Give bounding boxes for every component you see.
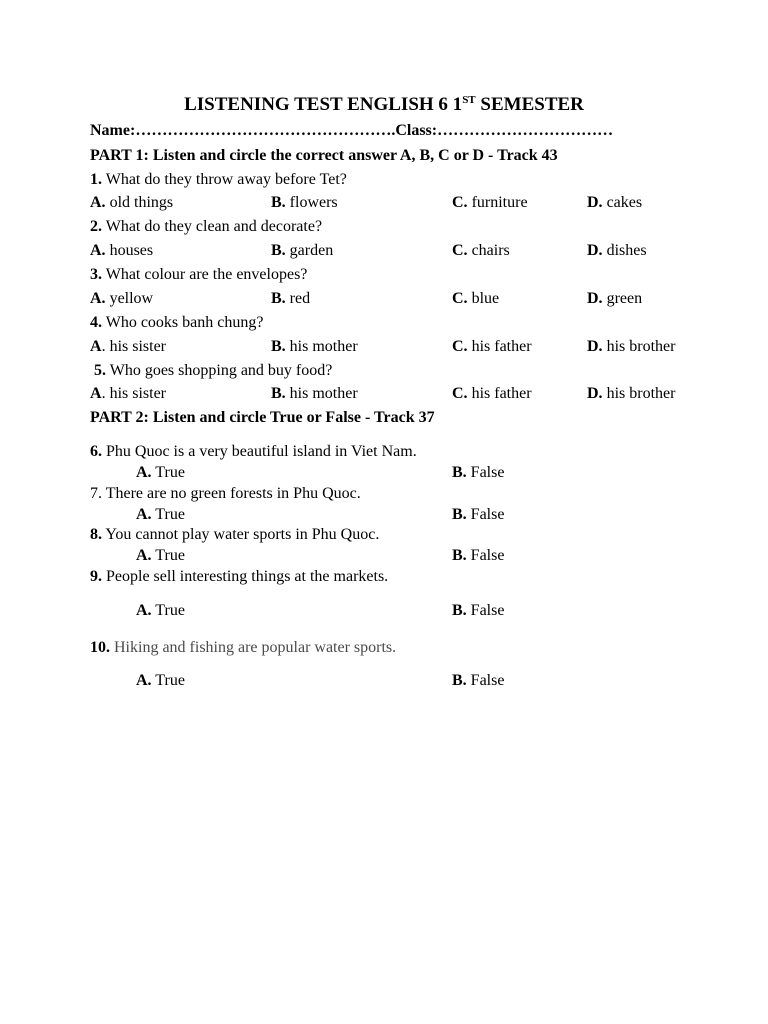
option-letter: A. <box>90 194 106 211</box>
question-number: 9. <box>90 568 102 585</box>
question-number: 1. <box>90 171 102 188</box>
option-letter: A. <box>90 290 106 307</box>
option-text: False <box>466 672 505 689</box>
option-text: houses <box>105 242 154 259</box>
option-text: . his sister <box>101 338 167 355</box>
option-text: False <box>466 464 505 481</box>
class-dots: …………………………… <box>437 122 614 139</box>
option-letter: B. <box>452 464 467 481</box>
option-letter: B. <box>271 338 286 355</box>
question-8 <box>90 525 379 545</box>
option-letter: A. <box>136 547 152 564</box>
title-main: LISTENING TEST ENGLISH 6 1 <box>184 94 463 115</box>
question-text: What colour are the envelopes? <box>102 266 308 283</box>
q4-option-a <box>90 337 166 357</box>
q8-option-true <box>136 546 185 566</box>
name-label: Name: <box>90 122 136 139</box>
question-text: People sell interesting things at the markets. <box>102 568 389 585</box>
question-number: 7. <box>90 485 102 502</box>
q10-option-true <box>136 671 185 691</box>
q2-option-a <box>90 241 153 261</box>
q1-option-b <box>271 193 338 213</box>
q1-option-d <box>587 193 642 213</box>
q5-option-a <box>90 384 166 404</box>
option-text: . his sister <box>101 385 167 402</box>
question-1 <box>90 170 347 190</box>
option-text: True <box>151 506 185 523</box>
option-text: True <box>151 672 185 689</box>
option-letter: D. <box>587 194 603 211</box>
option-text: cakes <box>602 194 643 211</box>
option-letter: B. <box>271 194 286 211</box>
q9-option-true <box>136 601 185 621</box>
q7-option-false <box>452 505 504 525</box>
option-letter: A. <box>136 602 152 619</box>
option-text: chairs <box>467 242 510 259</box>
option-text: his mother <box>285 338 358 355</box>
question-6 <box>90 442 417 462</box>
option-letter: A. <box>136 506 152 523</box>
question-number: 3. <box>90 266 102 283</box>
question-10 <box>90 638 396 658</box>
option-letter: A <box>90 338 102 355</box>
q5-option-b <box>271 384 358 404</box>
page-title <box>0 94 768 116</box>
option-text: dishes <box>602 242 647 259</box>
question-text: What do they throw away before Tet? <box>102 171 347 188</box>
question-text: What do they clean and decorate? <box>102 218 323 235</box>
q4-option-c <box>452 337 532 357</box>
option-letter: C. <box>452 242 468 259</box>
question-number: 5. <box>90 362 106 379</box>
title-superscript: ST <box>462 94 476 106</box>
question-number: 10. <box>90 639 110 656</box>
option-text: his father <box>467 385 532 402</box>
question-4 <box>90 313 263 333</box>
option-letter: A. <box>136 464 152 481</box>
part1-heading: PART 1: Listen and circle the correct answer A, B, C or D - Track 43 <box>90 147 558 164</box>
option-text: False <box>466 506 505 523</box>
question-text: Hiking and fishing are popular water sports. <box>110 639 397 656</box>
option-letter: C. <box>452 385 468 402</box>
q3-option-a <box>90 289 153 309</box>
option-letter: D. <box>587 290 603 307</box>
q10-option-false <box>452 671 504 691</box>
option-text: his brother <box>602 338 676 355</box>
option-text: garden <box>285 242 334 259</box>
option-text: False <box>466 547 505 564</box>
question-text: Who cooks banh chung? <box>102 314 264 331</box>
question-number: 4. <box>90 314 102 331</box>
option-text: False <box>466 602 505 619</box>
name-dots: …………………………………………. <box>135 122 396 139</box>
class-label: Class: <box>395 122 438 139</box>
option-text: green <box>602 290 643 307</box>
q4-option-d <box>587 337 675 357</box>
q3-option-d <box>587 289 642 309</box>
q2-option-c <box>452 241 510 261</box>
q2-option-d <box>587 241 647 261</box>
name-class-line <box>90 121 613 141</box>
option-letter: B. <box>452 672 467 689</box>
option-text: yellow <box>105 290 154 307</box>
option-letter: D. <box>587 338 603 355</box>
q6-option-false <box>452 463 504 483</box>
q1-option-c <box>452 193 528 213</box>
question-number: 2. <box>90 218 102 235</box>
option-letter: A. <box>136 672 152 689</box>
q4-option-b <box>271 337 358 357</box>
option-text: old things <box>105 194 174 211</box>
option-letter: A. <box>90 242 106 259</box>
option-letter: B. <box>271 385 286 402</box>
q7-option-true <box>136 505 185 525</box>
option-text: his mother <box>285 385 358 402</box>
option-letter: D. <box>587 385 603 402</box>
question-text: There are no green forests in Phu Quoc. <box>102 485 361 502</box>
option-letter: A <box>90 385 102 402</box>
q2-option-b <box>271 241 333 261</box>
option-letter: C. <box>452 194 468 211</box>
option-text: his brother <box>602 385 676 402</box>
q9-option-false <box>452 601 504 621</box>
question-text: Who goes shopping and buy food? <box>106 362 333 379</box>
q5-option-c <box>452 384 532 404</box>
option-text: True <box>151 602 185 619</box>
question-7 <box>90 484 361 504</box>
q3-option-b <box>271 289 310 309</box>
option-letter: B. <box>452 506 467 523</box>
question-9 <box>90 567 388 587</box>
question-5 <box>90 361 332 381</box>
option-text: blue <box>467 290 500 307</box>
option-letter: C. <box>452 338 468 355</box>
question-number: 8. <box>90 526 102 543</box>
option-letter: D. <box>587 242 603 259</box>
part2-heading: PART 2: Listen and circle True or False - Track 37 <box>90 409 435 426</box>
option-text: red <box>285 290 311 307</box>
q8-option-false <box>452 546 504 566</box>
option-letter: B. <box>271 290 286 307</box>
option-text: True <box>151 464 185 481</box>
question-text: Phu Quoc is a very beautiful island in Viet Nam. <box>102 443 417 460</box>
q5-option-d <box>587 384 675 404</box>
question-text: You cannot play water sports in Phu Quoc. <box>102 526 380 543</box>
option-text: furniture <box>467 194 528 211</box>
option-letter: B. <box>452 547 467 564</box>
option-letter: C. <box>452 290 468 307</box>
option-letter: B. <box>271 242 286 259</box>
question-number: 6. <box>90 443 102 460</box>
option-text: True <box>151 547 185 564</box>
q1-option-a <box>90 193 173 213</box>
option-text: flowers <box>285 194 338 211</box>
q3-option-c <box>452 289 499 309</box>
question-3 <box>90 265 307 285</box>
question-2 <box>90 217 322 237</box>
option-letter: B. <box>452 602 467 619</box>
option-text: his father <box>467 338 532 355</box>
q6-option-true <box>136 463 185 483</box>
title-rest: SEMESTER <box>475 94 584 115</box>
